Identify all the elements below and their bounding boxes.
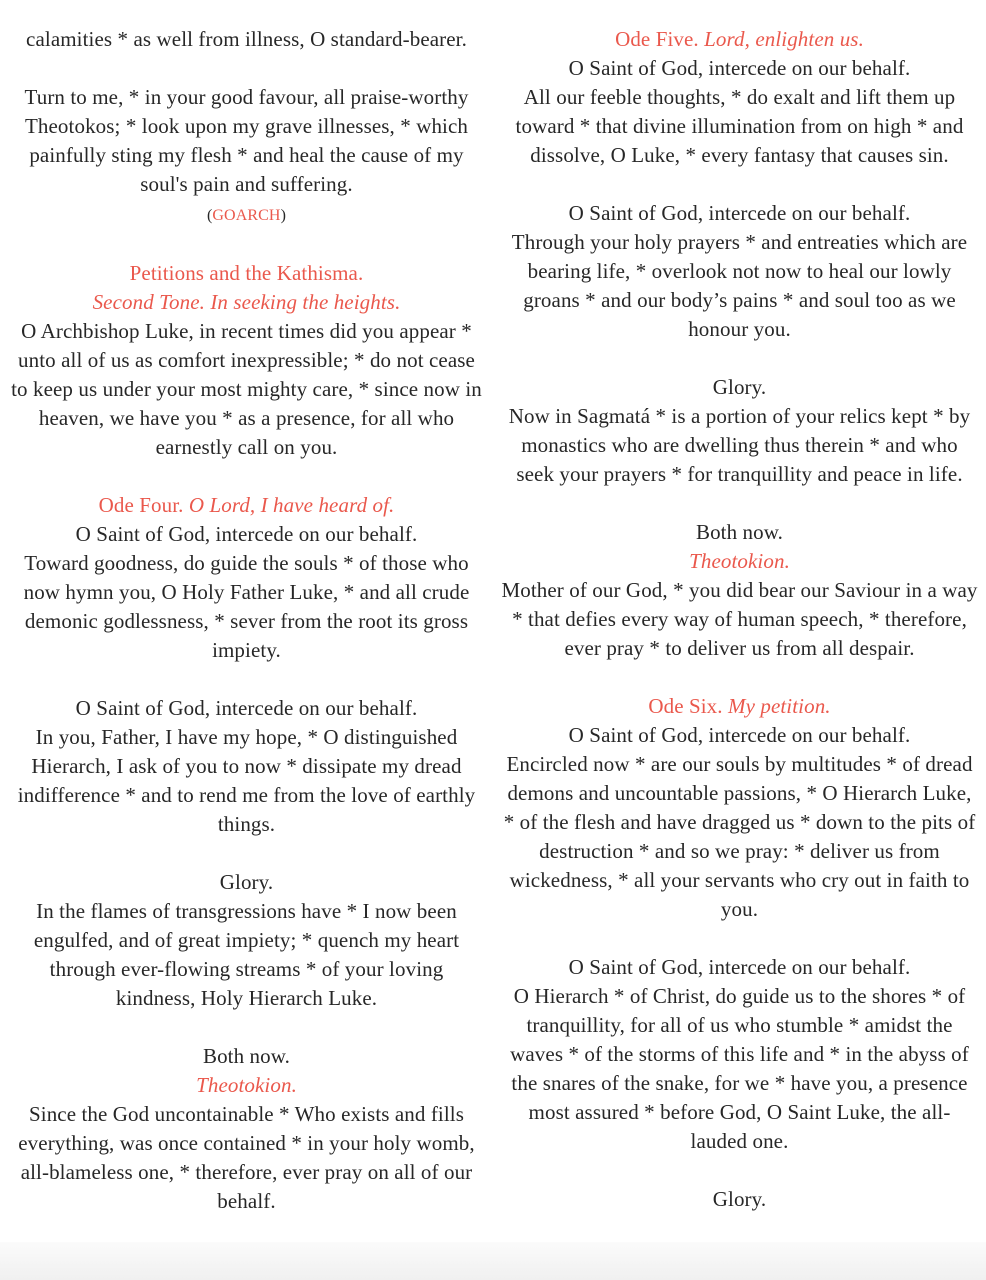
text-line xyxy=(8,897,485,1013)
text-line xyxy=(8,317,485,462)
column-left xyxy=(8,25,485,1245)
text-segment: Ode Four. xyxy=(98,493,189,517)
text-line xyxy=(8,549,485,665)
stanza-next-partial xyxy=(501,1185,978,1214)
text-line xyxy=(501,547,978,576)
text-segment: calamities * as well from illness, O standard-bearer. xyxy=(26,27,467,51)
text-line xyxy=(501,692,978,721)
stanza-ode-four-theotokion xyxy=(8,1042,485,1216)
text-segment: All our feeble thoughts, * do exalt and lift them up toward * that divine illumination from on high * and dissolve, O Luke, * every fantasy that causes sin. xyxy=(515,85,964,167)
text-segment: O Lord, I have heard of. xyxy=(188,493,395,517)
text-line xyxy=(501,373,978,402)
text-line xyxy=(8,25,485,54)
stanza-ode-five-2 xyxy=(501,199,978,344)
text-line xyxy=(501,750,978,924)
stanza-ode-four-glory xyxy=(8,868,485,1013)
text-segment: Toward goodness, do guide the souls * of those who now hymn you, O Holy Father Luke, * and all crude demonic godlessness, * sever from the root its gross impiety. xyxy=(23,551,470,662)
text-line xyxy=(8,491,485,520)
text-segment: Glory. xyxy=(712,375,767,399)
text-segment: ) xyxy=(280,207,287,224)
text-segment: Petitions and the Kathisma. xyxy=(129,261,364,285)
text-line xyxy=(501,1185,978,1214)
text-line xyxy=(501,25,978,54)
text-line xyxy=(501,402,978,489)
text-line xyxy=(501,54,978,83)
section-ode-four xyxy=(8,491,485,665)
text-line xyxy=(8,83,485,199)
text-segment: O Saint of God, intercede on our behalf. xyxy=(568,56,911,80)
section-ode-six xyxy=(501,692,978,924)
text-segment: O Saint of God, intercede on our behalf. xyxy=(568,955,911,979)
text-line xyxy=(8,1071,485,1100)
text-line xyxy=(8,199,485,230)
stanza-continuation xyxy=(8,25,485,54)
text-segment: Second Tone. In seeking the heights. xyxy=(92,290,401,314)
text-line xyxy=(501,982,978,1156)
text-line xyxy=(501,953,978,982)
text-line xyxy=(501,83,978,170)
column-right xyxy=(501,25,978,1245)
text-line xyxy=(501,721,978,750)
stanza-ode-five-glory xyxy=(501,373,978,489)
text-segment: Glory. xyxy=(712,1187,767,1211)
text-line xyxy=(501,228,978,344)
text-line xyxy=(8,868,485,897)
text-segment: ( xyxy=(206,207,213,224)
text-segment: Both now. xyxy=(695,520,784,544)
text-segment: Theotokion. xyxy=(689,549,790,573)
text-line xyxy=(8,723,485,839)
text-segment: Glory. xyxy=(219,870,274,894)
stanza-ode-five-theotokion xyxy=(501,518,978,663)
text-segment: Now in Sagmatá * is a portion of your relics kept * by monastics who are dwelling thus therein * and who seek your prayers * for tranquillity and peace in life. xyxy=(508,404,971,486)
text-segment: In the flames of transgressions have * I now been engulfed, and of great impiety; * quench my heart through ever-flowing streams * of your loving kindness, Holy Hierarch Luke. xyxy=(33,899,460,1010)
text-segment: My petition. xyxy=(727,694,831,718)
text-segment: Lord, enlighten us. xyxy=(704,27,864,51)
text-line xyxy=(8,520,485,549)
text-line xyxy=(8,1042,485,1071)
text-segment: O Hierarch * of Christ, do guide us to the shores * of tranquillity, for all of us who stumble * amidst the waves * of the storms of this life and * in the abyss of the snares of the snake, for we * have you, a presence most assured * before God, O Saint Luke, the all-lauded one. xyxy=(510,984,969,1153)
text-segment: Turn to me, * in your good favour, all praise-worthy Theotokos; * look upon my grave illnesses, * which painfully sting my flesh * and heal the cause of my soul's pain and suffering. xyxy=(24,85,469,196)
text-segment: Theotokion. xyxy=(196,1073,297,1097)
text-segment: O Saint of God, intercede on our behalf. xyxy=(568,201,911,225)
text-segment: Through your holy prayers * and entreaties which are bearing life, * overlook not now to heal our lowly groans * and our body’s pains * and soul too as we honour you. xyxy=(511,230,968,341)
text-line xyxy=(8,694,485,723)
text-line xyxy=(501,199,978,228)
text-segment: O Saint of God, intercede on our behalf. xyxy=(75,696,418,720)
text-line xyxy=(501,518,978,547)
text-line xyxy=(501,576,978,663)
text-segment: O Saint of God, intercede on our behalf. xyxy=(75,522,418,546)
stanza-ode-four-2 xyxy=(8,694,485,839)
stanza-theotokion-turn-to-me xyxy=(8,83,485,230)
text-segment: In you, Father, I have my hope, * O distinguished Hierarch, I ask of you to now * dissipate my dread indifference * and to rend me from the love of earthly things. xyxy=(17,725,476,836)
page-bottom-band xyxy=(0,1242,986,1280)
text-segment: O Saint of God, intercede on our behalf. xyxy=(568,723,911,747)
text-line xyxy=(8,288,485,317)
stanza-ode-six-2 xyxy=(501,953,978,1156)
text-line xyxy=(8,1100,485,1216)
text-segment: Ode Five. xyxy=(615,27,705,51)
text-segment: Both now. xyxy=(202,1044,291,1068)
text-segment: Ode Six. xyxy=(648,694,728,718)
section-petitions-kathisma xyxy=(8,259,485,462)
text-segment: Encircled now * are our souls by multitudes * of dread demons and uncountable passions, * O Hierarch Luke, * of the flesh and have dragged us * down to the pits of destruction * and so we pray: * deliver us from wickedness, * all your servants who cry out in faith to you. xyxy=(503,752,976,921)
text-segment: Mother of our God, * you did bear our Saviour in a way * that defies every way of human speech, * therefore, ever pray * to deliver us from all despair. xyxy=(501,578,978,660)
text-line xyxy=(8,259,485,288)
section-ode-five xyxy=(501,25,978,170)
text-segment: Since the God uncontainable * Who exists and fills everything, was once contained * in your holy womb, all-blameless one, * therefore, ever pray on all of our behalf. xyxy=(18,1102,475,1213)
text-segment: O Archbishop Luke, in recent times did you appear * unto all of us as comfort inexpressible; * do not cease to keep us under your most mighty care, * since now in heaven, we have you * as a presence, for all who earnestly call on you. xyxy=(11,319,482,459)
text-segment: GOARCH xyxy=(212,207,281,224)
